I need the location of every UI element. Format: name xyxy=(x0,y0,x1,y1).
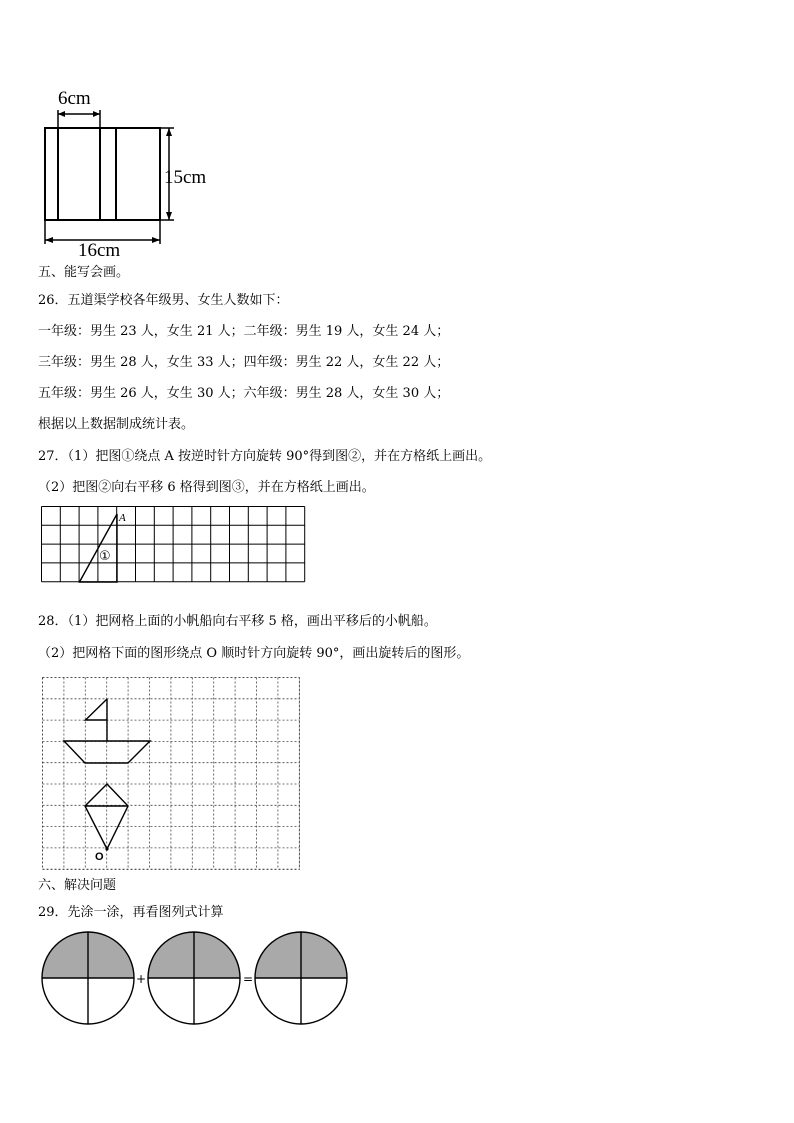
width-dimension-label: 6cm xyxy=(58,88,91,109)
fraction-circle-2 xyxy=(148,932,240,1024)
q26-data-line-2: 三年级：男生 28 人，女生 33 人；四年级：男生 22 人，女生 22 人； xyxy=(38,355,450,370)
q28-grid xyxy=(42,677,300,870)
q27-grid xyxy=(41,506,307,582)
q27-shape-label: ① xyxy=(99,549,111,564)
height-dimension-label: 15cm xyxy=(164,167,207,188)
q28-part1: 28．（1）把网格上面的小帆船向右平移 5 格，画出平移后的小帆船。 xyxy=(38,614,437,629)
section-5-heading: 五、能写会画。 xyxy=(38,265,130,280)
q28-part2: （2）把网格下面的图形绕点 O 顺时针方向旋转 90°，画出旋转后的图形。 xyxy=(38,646,470,661)
q28-point-o-label: O xyxy=(95,851,104,863)
q29-prompt: 29．先涂一涂，再看图列式计算 xyxy=(38,905,224,920)
plus-sign: + xyxy=(136,972,147,986)
length-dimension-label: 16cm xyxy=(78,240,121,261)
sailboat-shape xyxy=(64,699,150,763)
q26-data-line-3: 五年级：男生 26 人，女生 30 人；六年级：男生 28 人，女生 30 人； xyxy=(38,386,450,401)
fraction-circle-1 xyxy=(42,932,134,1024)
q26-instruction: 根据以上数据制成统计表。 xyxy=(38,417,195,432)
unfolded-net-figure xyxy=(38,80,238,260)
q26-data-line-1: 一年级：男生 23 人，女生 21 人；二年级：男生 19 人，女生 24 人； xyxy=(38,324,450,339)
q29-fraction-circles xyxy=(38,928,358,1028)
equals-sign: = xyxy=(243,972,254,986)
fraction-circle-3 xyxy=(255,932,347,1024)
q27-part1: 27．（1）把图①绕点 A 按逆时针方向旋转 90°得到图②，并在方格纸上画出。 xyxy=(38,449,492,464)
q27-part2: （2）把图②向右平移 6 格得到图③，并在方格纸上画出。 xyxy=(38,480,375,495)
q27-point-a-label: A xyxy=(119,512,126,524)
section-6-heading: 六、解决问题 xyxy=(38,878,117,893)
q26-prompt: 26．五道渠学校各年级男、女生人数如下： xyxy=(38,293,289,308)
